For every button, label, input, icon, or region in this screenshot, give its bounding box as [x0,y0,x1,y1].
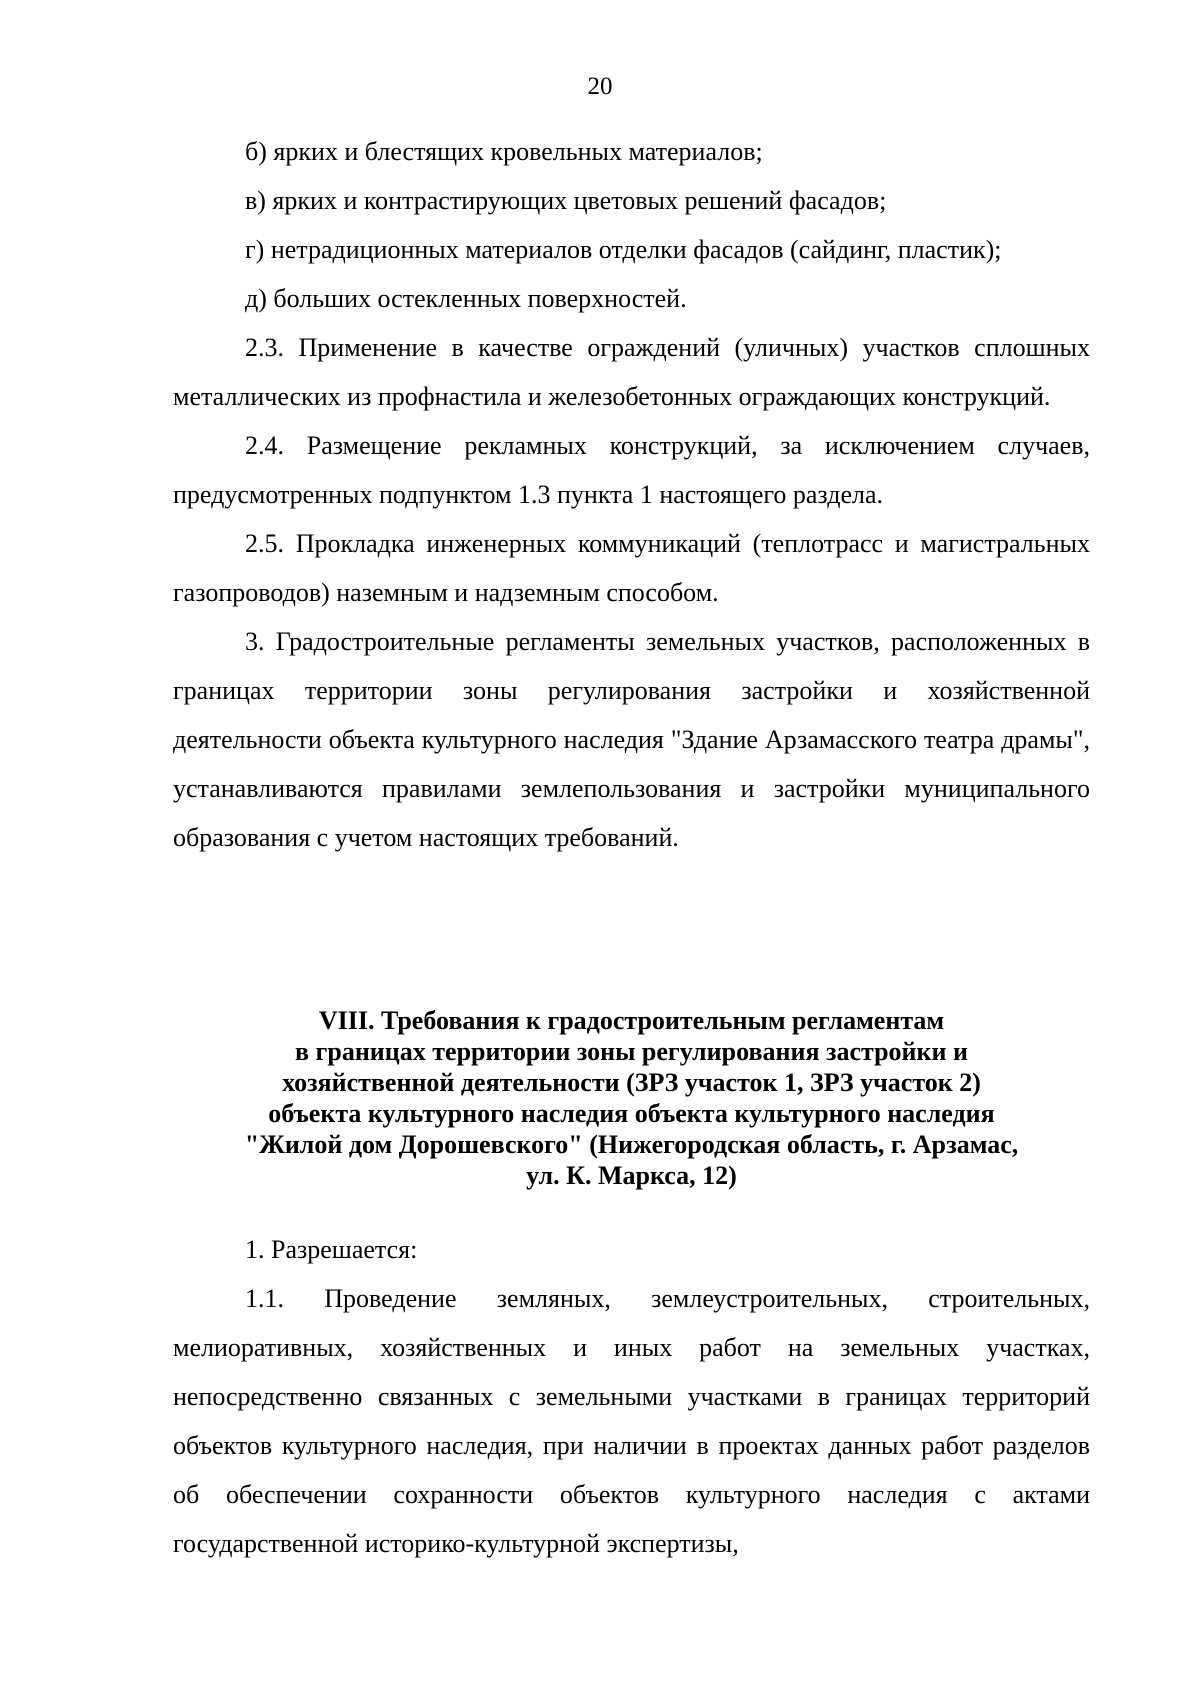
list-item-b: б) ярких и блестящих кровельных материалов; [245,137,763,166]
clause-1-1: 1.1. Проведение земляных, землеустроительных, строительных, мелиоративных, хозяйственных и иных работ на земельных участках, непосредственно связанных с земельными участками в границах территорий объектов культурного наследия, при наличии в проектах данных работ разделов об обеспечении сохранности объектов культурного наследия с актами государственной историко-культурной экспертизы, [173,1284,1090,1558]
page-number: 20 [587,73,613,100]
section-body-bottom [173,1225,1090,1568]
list-item-v: в) ярких и контрастирующих цветовых решений фасадов; [245,186,887,215]
section-heading [173,1005,1090,1191]
heading-line: ул. К. Маркса, 12) [526,1161,737,1190]
list-item-d: д) больших остекленных поверхностей. [245,284,687,313]
clause-2-5: 2.5. Прокладка инженерных коммуникаций (теплотрасс и магистральных газопроводов) наземным и надземным способом. [173,529,1090,607]
heading-line: в границах территории зоны регулирования застройки и [295,1037,968,1066]
list-item-g: г) нетрадиционных материалов отделки фасадов (сайдинг, пластик); [245,235,1002,264]
heading-line: VIII. Требования к градостроительным регламентам [318,1006,945,1035]
heading-line: объекта культурного наследия объекта культурного наследия [268,1099,995,1128]
heading-line: "Жилой дом Дорошевского" (Нижегородская область, г. Арзамас, [244,1130,1019,1159]
clause-2-4: 2.4. Размещение рекламных конструкций, за исключением случаев, предусмотренных подпунктом 1.3 пункта 1 настоящего раздела. [173,431,1090,509]
heading-line: хозяйственной деятельности (ЗРЗ участок 1, ЗРЗ участок 2) [282,1068,981,1097]
clause-1: 1. Разрешается: [245,1235,418,1264]
clause-2-3: 2.3. Применение в качестве ограждений (уличных) участков сплошных металлических из профнастила и железобетонных ограждающих конструкций. [173,333,1090,411]
clause-3: 3. Градостроительные регламенты земельных участков, расположенных в границах территории зоны регулирования застройки и хозяйственной деятельности объекта культурного наследия "Здание Арзамасского театра драмы", устанавливаются правилами землепользования и застройки муниципального образования с учетом настоящих требований. [173,627,1090,852]
section-body-top [173,127,1090,862]
